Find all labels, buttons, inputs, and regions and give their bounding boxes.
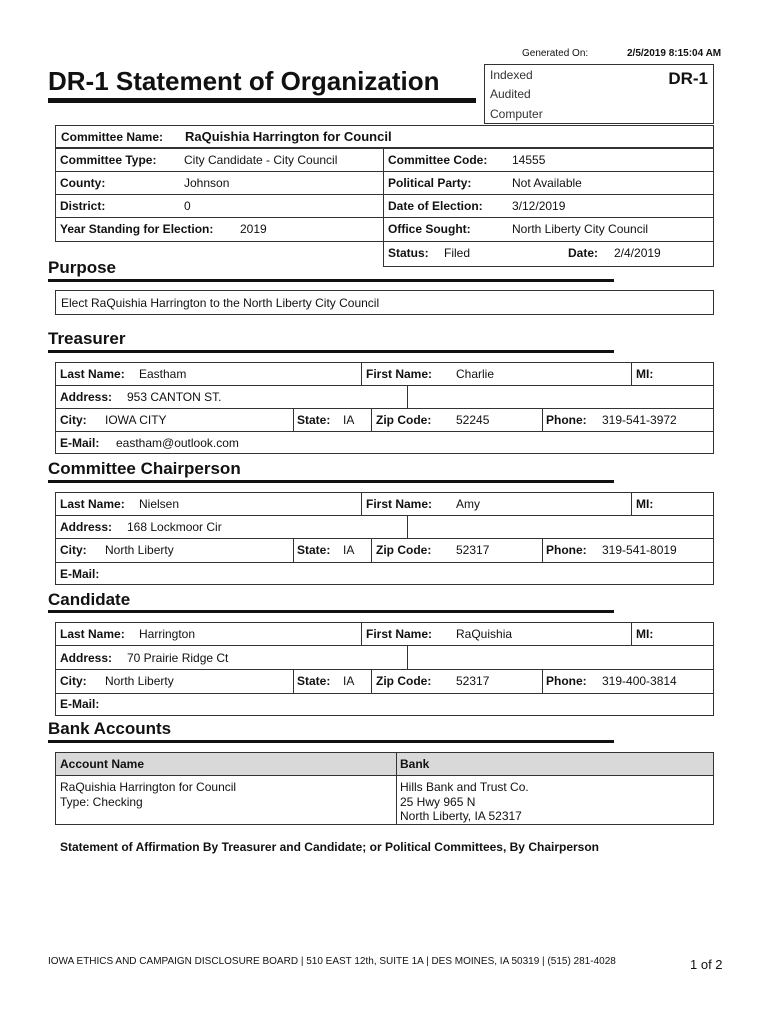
grid-divider	[542, 538, 543, 562]
candidate-phone-label: Phone:	[546, 674, 587, 688]
grid-divider	[407, 385, 408, 408]
chair-last-name-label: Last Name:	[60, 497, 125, 511]
bank-rule	[48, 740, 614, 743]
committee-name-label: Committee Name:	[61, 130, 164, 144]
chair-state: IA	[343, 543, 355, 557]
committee-code-label: Committee Code:	[388, 153, 488, 167]
grid-line	[55, 693, 714, 694]
date-label: Date:	[568, 246, 599, 260]
chair-city-label: City:	[60, 543, 87, 557]
chair-mi-label: MI:	[636, 497, 654, 511]
chair-address-label: Address:	[60, 520, 113, 534]
grid-divider	[631, 362, 632, 385]
county-label: County:	[60, 176, 106, 190]
title-underline	[48, 98, 476, 103]
chair-email-label: E-Mail:	[60, 567, 100, 581]
status-audited: Audited	[490, 87, 531, 101]
status-value: Filed	[444, 246, 471, 260]
treasurer-state: IA	[343, 413, 355, 427]
bank-name: Hills Bank and Trust Co.	[400, 780, 529, 794]
election-date-label: Date of Election:	[388, 199, 483, 213]
chair-phone: 319-541-8019	[602, 543, 677, 557]
grid-divider	[361, 622, 362, 645]
candidate-last-name: Harrington	[139, 627, 196, 641]
candidate-state-label: State:	[297, 674, 331, 688]
candidate-address: 70 Prairie Ridge Ct	[127, 651, 229, 665]
treasurer-heading: Treasurer	[48, 329, 126, 348]
grid-divider	[293, 669, 294, 693]
status-row	[383, 241, 714, 267]
chair-last-name: Nielsen	[139, 497, 180, 511]
treasurer-state-label: State:	[297, 413, 331, 427]
candidate-last-name-label: Last Name:	[60, 627, 125, 641]
grid-line	[55, 194, 714, 195]
treasurer-city-label: City:	[60, 413, 87, 427]
committee-name-value: RaQuishia Harrington for Council	[185, 129, 392, 144]
grid-line	[55, 645, 714, 646]
committee-name-row	[55, 125, 714, 148]
candidate-mi-label: MI:	[636, 627, 654, 641]
generated-on-label: Generated On:	[522, 48, 589, 59]
grid-divider	[542, 408, 543, 431]
district-value: 0	[184, 199, 191, 213]
county-value: Johnson	[184, 176, 230, 190]
year-standing-label: Year Standing for Election:	[60, 222, 214, 236]
chair-address: 168 Lockmoor Cir	[127, 520, 222, 534]
grid-divider	[371, 538, 372, 562]
grid-divider	[293, 538, 294, 562]
candidate-phone: 319-400-3814	[602, 674, 677, 688]
candidate-address-label: Address:	[60, 651, 113, 665]
bank-heading: Bank Accounts	[48, 719, 172, 738]
affirmation-statement: Statement of Affirmation By Treasurer and Candidate; or Political Committees, By Chairperson	[60, 840, 599, 854]
political-party-value: Not Available	[512, 176, 582, 190]
treasurer-address-label: Address:	[60, 390, 113, 404]
form-code: DR-1	[668, 69, 708, 88]
grid-line	[55, 171, 714, 172]
committee-type-value: City Candidate - City Council	[184, 153, 338, 167]
political-party-label: Political Party:	[388, 176, 472, 190]
treasurer-zip-label: Zip Code:	[376, 413, 432, 427]
treasurer-first-name: Charlie	[456, 367, 495, 381]
bank-address-line1: 25 Hwy 965 N	[400, 795, 476, 809]
treasurer-city: IOWA CITY	[105, 413, 167, 427]
purpose-text: Elect RaQuishia Harrington to the North Liberty City Council	[61, 296, 380, 310]
election-date-value: 3/12/2019	[512, 199, 566, 213]
grid-divider	[361, 362, 362, 385]
grid-divider	[293, 408, 294, 431]
grid-divider	[631, 622, 632, 645]
purpose-heading: Purpose	[48, 258, 117, 277]
status-box	[484, 64, 714, 124]
committee-code-value: 14555	[512, 153, 546, 167]
grid-divider	[371, 408, 372, 431]
grid-line	[55, 385, 714, 386]
chair-zip: 52317	[456, 543, 490, 557]
treasurer-email-label: E-Mail:	[60, 436, 100, 450]
candidate-zip-label: Zip Code:	[376, 674, 432, 688]
chair-first-name: Amy	[456, 497, 480, 511]
status-computer: Computer	[490, 107, 543, 121]
footer-address: IOWA ETHICS AND CAMPAIGN DISCLOSURE BOARD | 510 EAST 12th, SUITE 1A | DES MOINES, IA 50319 | (515) 281-4028	[48, 956, 616, 967]
candidate-heading: Candidate	[48, 590, 131, 609]
candidate-city: North Liberty	[105, 674, 174, 688]
account-type: Type: Checking	[60, 795, 143, 809]
treasurer-rule	[48, 350, 614, 353]
treasurer-email: eastham@outlook.com	[116, 436, 239, 450]
bank-table-header	[56, 753, 713, 775]
grid-line	[55, 775, 714, 776]
treasurer-phone: 319-541-3972	[602, 413, 677, 427]
candidate-state: IA	[343, 674, 355, 688]
grid-divider	[407, 515, 408, 538]
page-number: 1 of 2	[690, 957, 723, 972]
purpose-box	[55, 290, 714, 315]
treasurer-phone-label: Phone:	[546, 413, 587, 427]
grid-divider	[542, 669, 543, 693]
grid-line	[55, 538, 714, 539]
chair-phone-label: Phone:	[546, 543, 587, 557]
purpose-rule	[48, 279, 614, 282]
treasurer-address: 953 CANTON ST.	[127, 390, 222, 404]
grid-line	[55, 669, 714, 670]
treasurer-zip: 52245	[456, 413, 490, 427]
account-name: RaQuishia Harrington for Council	[60, 780, 237, 794]
year-standing-value: 2019	[240, 222, 267, 236]
chairperson-heading: Committee Chairperson	[48, 459, 241, 478]
grid-line	[55, 408, 714, 409]
district-label: District:	[60, 199, 106, 213]
grid-divider	[371, 669, 372, 693]
col-bank: Bank	[400, 757, 430, 771]
candidate-city-label: City:	[60, 674, 87, 688]
grid-divider	[361, 492, 362, 515]
office-sought-value: North Liberty City Council	[512, 222, 649, 236]
treasurer-last-name: Eastham	[139, 367, 187, 381]
chair-first-name-label: First Name:	[366, 497, 433, 511]
chair-city: North Liberty	[105, 543, 174, 557]
treasurer-mi-label: MI:	[636, 367, 654, 381]
status-label: Status:	[388, 246, 429, 260]
grid-line	[55, 515, 714, 516]
candidate-first-name-label: First Name:	[366, 627, 433, 641]
generated-on-value: 2/5/2019 8:15:04 AM	[627, 48, 722, 59]
grid-line	[55, 217, 714, 218]
committee-type-label: Committee Type:	[60, 153, 157, 167]
chairperson-rule	[48, 480, 614, 483]
candidate-first-name: RaQuishia	[456, 627, 513, 641]
bank-address-line2: North Liberty, IA 52317	[400, 809, 522, 823]
grid-line	[55, 431, 714, 432]
chair-state-label: State:	[297, 543, 331, 557]
col-account-name: Account Name	[60, 757, 145, 771]
date-value: 2/4/2019	[614, 246, 661, 260]
treasurer-first-name-label: First Name:	[366, 367, 433, 381]
grid-divider	[631, 492, 632, 515]
page-title: DR-1 Statement of Organization	[48, 66, 440, 96]
chair-zip-label: Zip Code:	[376, 543, 432, 557]
office-sought-label: Office Sought:	[388, 222, 471, 236]
treasurer-last-name-label: Last Name:	[60, 367, 125, 381]
candidate-rule	[48, 610, 614, 613]
candidate-zip: 52317	[456, 674, 490, 688]
grid-divider	[396, 752, 397, 825]
grid-divider	[407, 645, 408, 669]
grid-line	[55, 562, 714, 563]
status-indexed: Indexed	[490, 68, 533, 82]
candidate-email-label: E-Mail:	[60, 697, 100, 711]
